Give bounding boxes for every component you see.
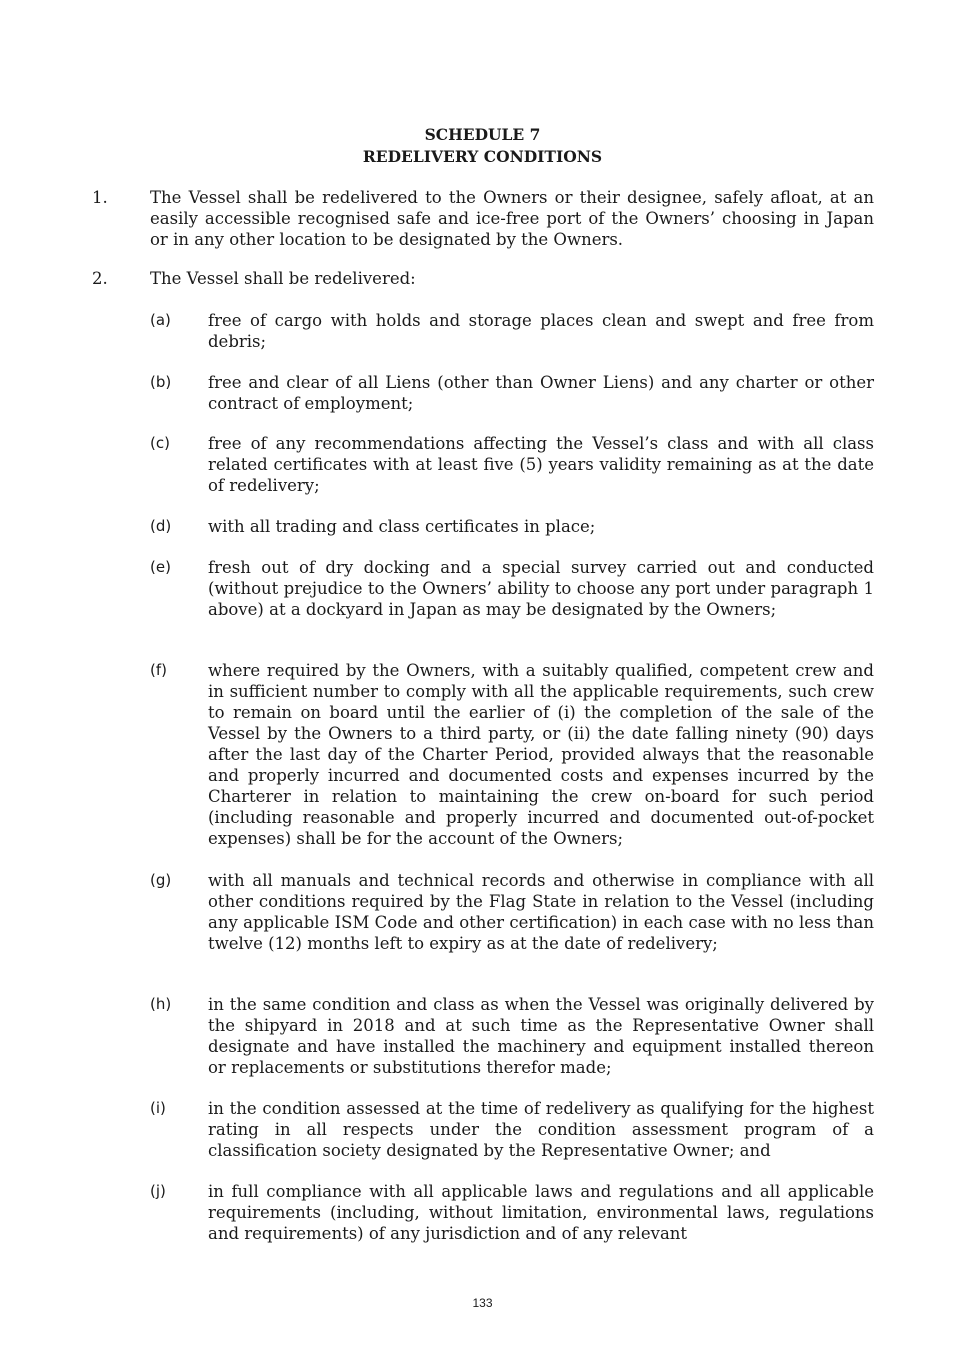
paragraph-2 — [92, 268, 874, 289]
subparagraph-text: free and clear of all Liens (other than Owner Liens) and any charter or other contract of employment; — [208, 373, 874, 413]
subparagraph-text: fresh out of dry docking and a special survey carried out and conducted (without prejudice to the Owners’ ability to choose any port under paragraph 1 above) at a dockyard in Japan as may be designated by the Owners; — [208, 558, 874, 619]
subparagraph-text: free of cargo with holds and storage places clean and swept and free from debris; — [208, 311, 874, 351]
schedule-subtitle: REDELIVERY CONDITIONS — [362, 147, 603, 166]
schedule-title: SCHEDULE 7 — [424, 125, 541, 144]
subparagraph-f — [150, 660, 874, 849]
subparagraph-g — [150, 870, 874, 954]
subparagraph-text: in the condition assessed at the time of redelivery as qualifying for the highest rating in all respects under the condition assessment program of a classification society designated by the Representative Owner; and — [208, 1099, 874, 1160]
subparagraph-label: (f) — [150, 661, 167, 679]
paragraph-1 — [92, 187, 874, 250]
subparagraph-label: (c) — [150, 434, 170, 452]
subparagraph-label: (g) — [150, 871, 172, 889]
paragraph-number: 2. — [92, 269, 108, 288]
subparagraph-text: with all trading and class certificates in place; — [208, 517, 596, 536]
subparagraph-j — [150, 1181, 874, 1244]
paragraph-text: The Vessel shall be redelivered to the Owners or their designee, safely afloat, at an easily accessible recognised safe and ice-free port of the Owners’ choosing in Japan or in any other location to be designated by the Owners. — [150, 188, 874, 249]
paragraph-number: 1. — [92, 188, 108, 207]
subparagraph-b — [150, 372, 874, 414]
subparagraph-e — [150, 557, 874, 620]
subparagraph-c — [150, 433, 874, 496]
subparagraph-text: with all manuals and technical records and otherwise in compliance with all other conditions required by the Flag State in relation to the Vessel (including any applicable ISM Code and other certification) in each case with no less than twelve (12) months left to expiry as at the date of redelivery; — [208, 871, 874, 953]
subparagraph-text: in the same condition and class as when the Vessel was originally delivered by the shipyard in 2018 and at such time as the Representative Owner shall designate and have installed the machinery and equipment installed thereon or replacements or substitutions therefor made; — [208, 995, 874, 1077]
subparagraph-label: (d) — [150, 517, 172, 535]
subparagraph-a — [150, 310, 874, 352]
page-number: 133 — [472, 1296, 493, 1310]
subparagraph-label: (j) — [150, 1182, 166, 1200]
subparagraph-text: in full compliance with all applicable laws and regulations and all applicable requirements (including, without limitation, environmental laws, regulations and requirements) of any jurisdiction and of any relevant — [208, 1182, 874, 1243]
subparagraph-label: (a) — [150, 311, 171, 329]
subparagraph-h — [150, 994, 874, 1078]
subparagraph-label: (e) — [150, 558, 171, 576]
subparagraph-label: (h) — [150, 995, 172, 1013]
subparagraph-label: (i) — [150, 1099, 166, 1117]
subparagraph-text: where required by the Owners, with a suitably qualified, competent crew and in sufficient number to comply with all the applicable requirements, such crew to remain on board until the earlier of (i) the completion of the sale of the Vessel by the Owners to a third party, or (ii) the date falling ninety (90) days after the last day of the Charter Period, provided always that the reasonable and properly incurred and documented costs and expenses incurred by the Charterer in relation to maintaining the crew on-board for such period (including reasonable and properly incurred and documented out-of-pocket expenses) shall be for the account of the Owners; — [208, 661, 874, 848]
subparagraph-d — [150, 516, 874, 537]
subparagraph-label: (b) — [150, 373, 172, 391]
subparagraph-i — [150, 1098, 874, 1161]
paragraph-text: The Vessel shall be redelivered: — [150, 269, 416, 288]
subparagraph-text: free of any recommendations affecting the Vessel’s class and with all class related certificates with at least five (5) years validity remaining as at the date of redelivery; — [208, 434, 874, 495]
